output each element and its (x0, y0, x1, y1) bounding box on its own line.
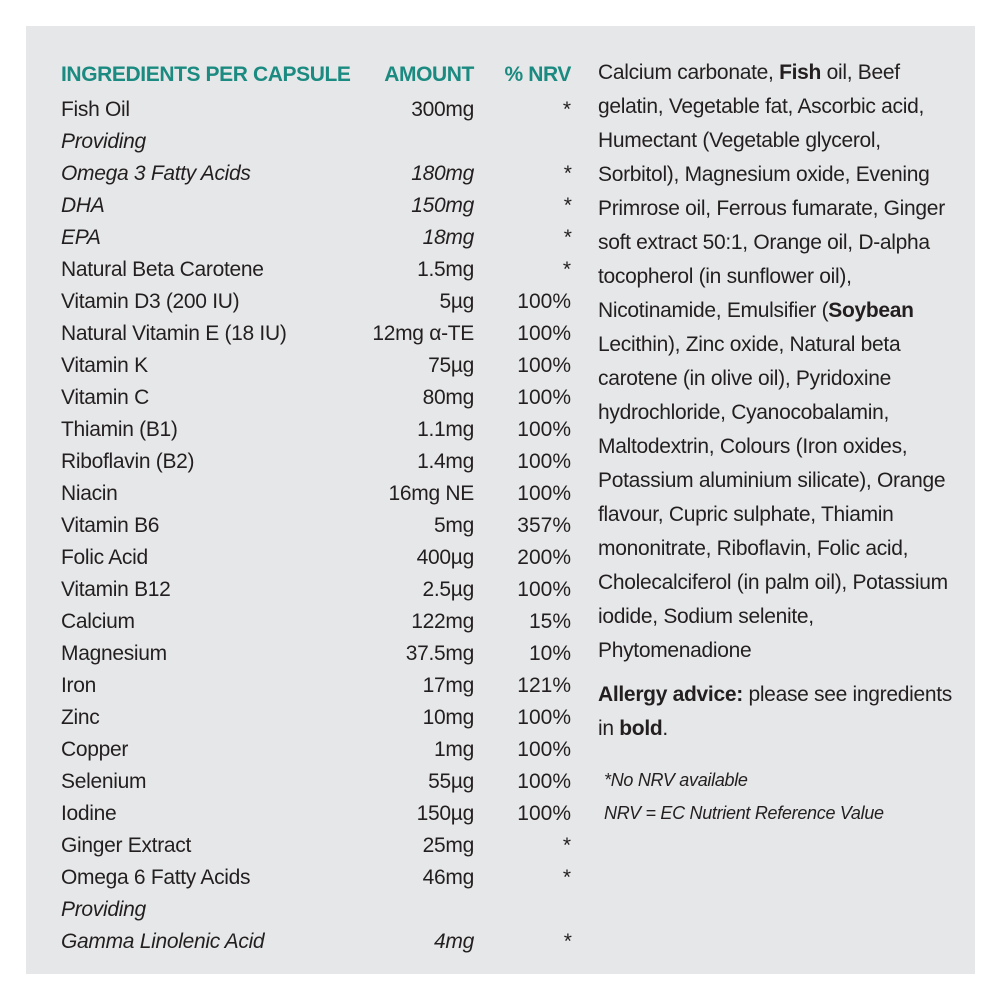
row-amount: 37.5mg (405, 642, 474, 665)
row-amount: 4mg (434, 930, 474, 953)
row-nrv: 100% (517, 354, 571, 377)
row-name: Thiamin (B1) (61, 418, 178, 441)
row-nrv: * (562, 162, 571, 185)
row-amount: 10mg (422, 706, 474, 729)
row-amount: 16mg NE (388, 482, 474, 505)
ingredients-text-3: Lecithin), Zinc oxide, Natural beta carotene (in olive oil), Pyridoxine hydrochloride, Cyanocobalamin, Maltodextrin, Colours (Iron oxides, Potassium aluminium silicate), Orange flavour, Cupric sulphate, Thiamin mononitrate, Riboflavin, Folic acid, Cholecalciferol (in palm oil), Potassium iodide, Sodium selenite, Phytomenadione (598, 333, 948, 662)
row-nrv: 100% (517, 738, 571, 761)
row-amount: 122mg (411, 610, 474, 633)
row-nrv: 100% (517, 706, 571, 729)
ingredients-list (598, 56, 958, 668)
label-panel (26, 26, 975, 974)
row-name: Natural Beta Carotene (61, 258, 264, 281)
row-nrv: 10% (528, 642, 571, 665)
table-row (61, 286, 571, 318)
ingredients-column (598, 56, 958, 830)
row-amount: 180mg (411, 162, 474, 185)
table-row (61, 606, 571, 638)
note-nrv-definition: NRV = EC Nutrient Reference Value (604, 803, 884, 823)
row-amount: 46mg (422, 866, 474, 889)
row-amount: 55µg (428, 770, 474, 793)
row-name: Natural Vitamin E (18 IU) (61, 322, 287, 345)
table-row (61, 126, 571, 158)
table-row (61, 542, 571, 574)
row-nrv: * (562, 258, 571, 281)
nutrition-table (61, 56, 571, 958)
table-row (61, 94, 571, 126)
footnotes (598, 764, 958, 830)
row-amount: 2.5µg (422, 578, 474, 601)
row-amount: 1.1mg (417, 418, 474, 441)
table-row (61, 510, 571, 542)
table-row (61, 350, 571, 382)
row-name: Zinc (61, 706, 100, 729)
table-row (61, 830, 571, 862)
header-amount: AMOUNT (384, 63, 474, 86)
row-nrv: * (562, 866, 571, 889)
table-row (61, 254, 571, 286)
note-no-nrv: *No NRV available (604, 770, 748, 790)
table-row (61, 862, 571, 894)
allergy-bold-word: bold (619, 717, 663, 740)
row-nrv: 100% (517, 418, 571, 441)
row-amount: 300mg (411, 98, 474, 121)
row-name: Vitamin K (61, 354, 148, 377)
ingredients-text-1: Calcium carbonate, (598, 61, 780, 84)
table-row (61, 670, 571, 702)
table-row (61, 446, 571, 478)
row-nrv: 100% (517, 386, 571, 409)
row-name: Niacin (61, 482, 118, 505)
table-row (61, 382, 571, 414)
table-body (61, 94, 571, 958)
table-header (61, 56, 571, 94)
table-row (61, 222, 571, 254)
row-nrv: * (562, 98, 571, 121)
row-amount: 80mg (422, 386, 474, 409)
row-name: Omega 6 Fatty Acids (61, 866, 251, 889)
row-nrv: 100% (517, 290, 571, 313)
table-row (61, 574, 571, 606)
row-nrv: 100% (517, 450, 571, 473)
allergen-fish: Fish (779, 61, 822, 84)
row-name: Riboflavin (B2) (61, 450, 195, 473)
row-nrv: 200% (517, 546, 571, 569)
row-name: Providing (61, 130, 146, 153)
header-nrv: % NRV (504, 63, 571, 86)
row-name: Ginger Extract (61, 834, 192, 857)
row-nrv: * (562, 834, 571, 857)
row-name: DHA (61, 194, 105, 217)
row-nrv: 100% (517, 322, 571, 345)
row-nrv: 100% (517, 770, 571, 793)
row-amount: 1.5mg (417, 258, 474, 281)
row-amount: 25mg (422, 834, 474, 857)
table-row (61, 734, 571, 766)
table-row (61, 414, 571, 446)
row-amount: 1.4mg (417, 450, 474, 473)
table-row (61, 190, 571, 222)
row-name: Omega 3 Fatty Acids (61, 162, 251, 185)
row-name: Iron (61, 674, 96, 697)
table-row (61, 638, 571, 670)
row-amount: 17mg (422, 674, 474, 697)
row-nrv: * (562, 930, 571, 953)
row-name: Vitamin D3 (200 IU) (61, 290, 240, 313)
row-amount: 5mg (434, 514, 474, 537)
row-nrv: 121% (517, 674, 571, 697)
table-row (61, 798, 571, 830)
row-name: Fish Oil (61, 98, 130, 121)
row-amount: 12mg α-TE (372, 322, 474, 345)
row-nrv: 100% (517, 482, 571, 505)
table-row (61, 318, 571, 350)
row-name: Calcium (61, 610, 135, 633)
allergy-advice (598, 678, 958, 746)
row-amount: 18mg (422, 226, 474, 249)
row-amount: 5µg (439, 290, 474, 313)
table-row (61, 894, 571, 926)
row-name: Vitamin B6 (61, 514, 160, 537)
row-amount: 150mg (411, 194, 474, 217)
row-nrv: 357% (517, 514, 571, 537)
table-row (61, 702, 571, 734)
table-row (61, 478, 571, 510)
row-name: EPA (61, 226, 101, 249)
table-row (61, 158, 571, 190)
allergen-soybean: Soybean (828, 299, 914, 322)
row-nrv: 15% (528, 610, 571, 633)
allergy-label: Allergy advice: (598, 683, 743, 706)
row-nrv: 100% (517, 578, 571, 601)
row-amount: 1mg (434, 738, 474, 761)
row-name: Iodine (61, 802, 117, 825)
allergy-text: please see ingredients in (598, 683, 952, 740)
row-name: Folic Acid (61, 546, 148, 569)
row-name: Vitamin B12 (61, 578, 171, 601)
row-nrv: 100% (517, 802, 571, 825)
row-amount: 150µg (416, 802, 474, 825)
table-row (61, 766, 571, 798)
row-amount: 400µg (416, 546, 474, 569)
allergy-end: . (662, 717, 668, 740)
row-name: Gamma Linolenic Acid (61, 930, 265, 953)
row-name: Copper (61, 738, 129, 761)
table-row (61, 926, 571, 958)
row-name: Magnesium (61, 642, 167, 665)
header-ingredients: INGREDIENTS PER CAPSULE (61, 63, 351, 86)
row-name: Providing (61, 898, 146, 921)
row-nrv: * (562, 226, 571, 249)
row-nrv: * (562, 194, 571, 217)
row-name: Vitamin C (61, 386, 149, 409)
row-name: Selenium (61, 770, 147, 793)
row-amount: 75µg (428, 354, 474, 377)
ingredients-text-2: oil, Beef gelatin, Vegetable fat, Ascorbic acid, Humectant (Vegetable glycerol, Sorbitol), Magnesium oxide, Evening Primrose oil, Ferrous fumarate, Ginger soft extract 50:1, Orange oil, D-alpha tocopherol (in sunflower oil), Nicotinamide, Emulsifier ( (598, 61, 945, 322)
